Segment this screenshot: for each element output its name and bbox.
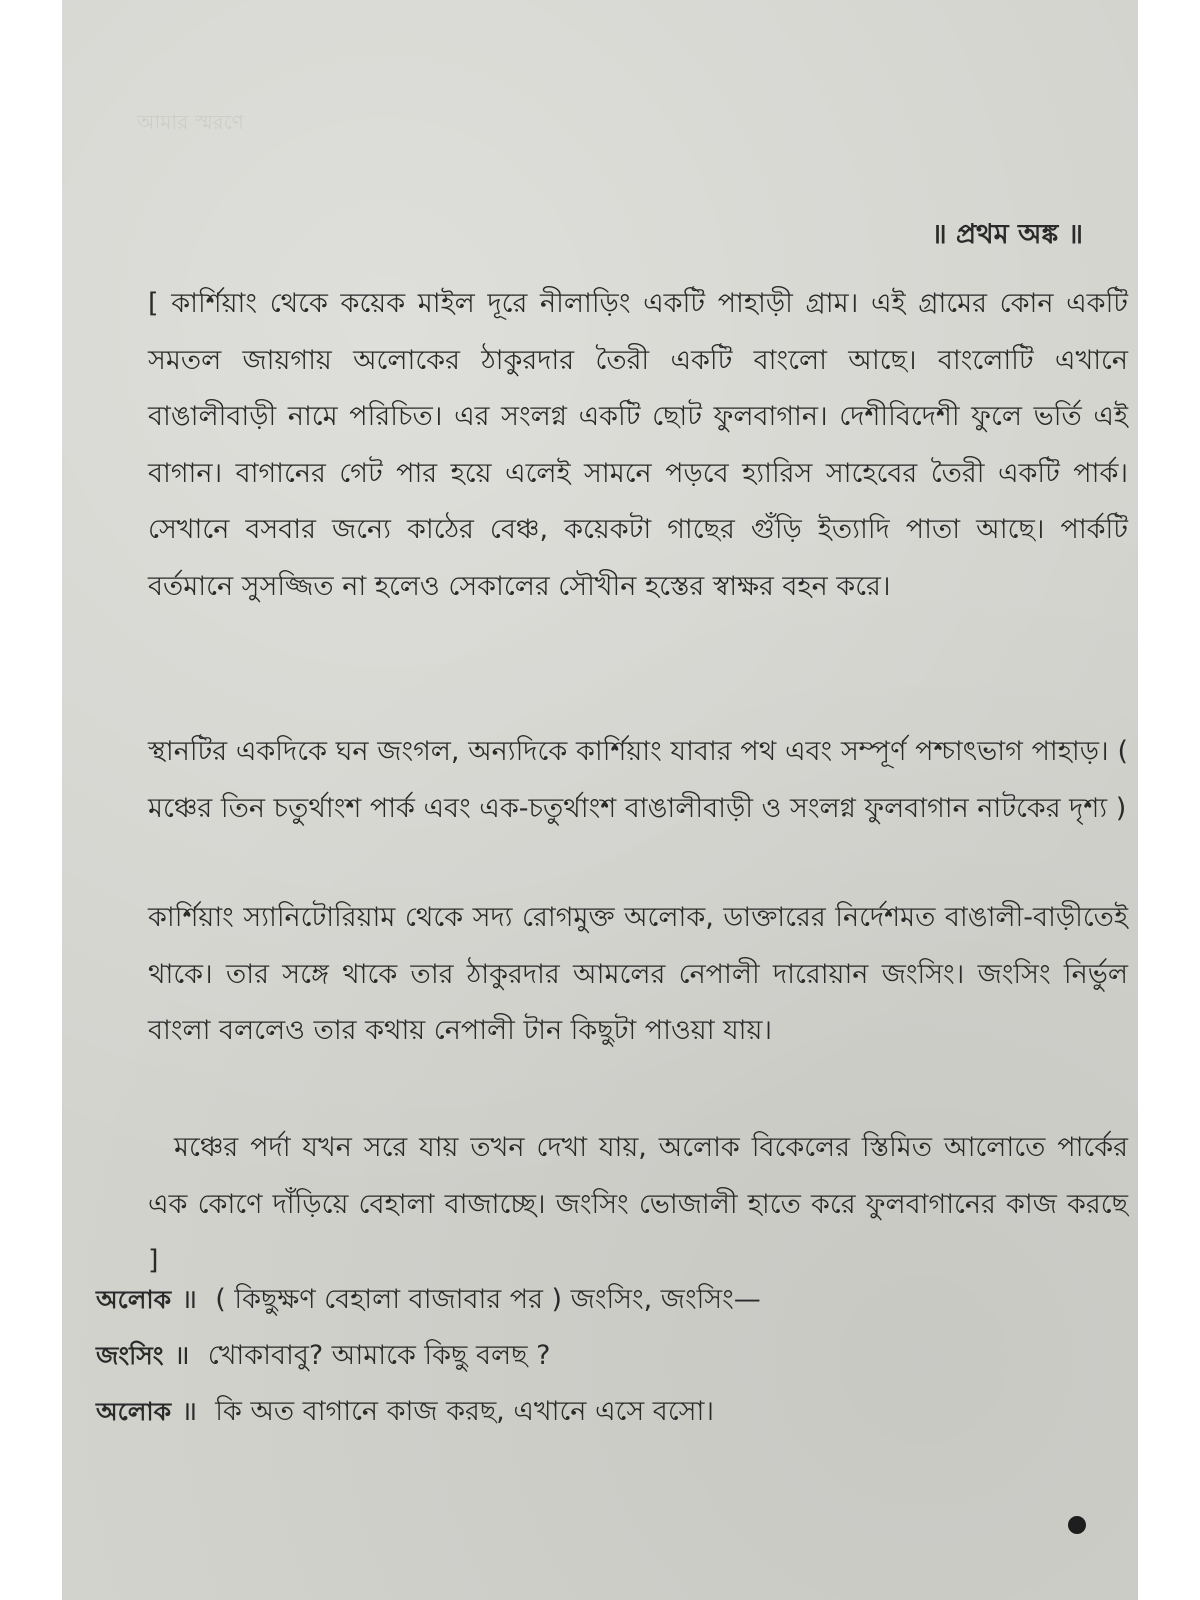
ink-spot-mark (1068, 1516, 1086, 1534)
dialogue-line (96, 1328, 1096, 1384)
dialogue-line (96, 1272, 1096, 1328)
faded-header-text: আমার স্মরণে (137, 110, 244, 134)
speaker-separator: ॥ (181, 1284, 198, 1315)
stage-direction-paragraph: মঞ্চের পর্দা যখন সরে যায় তখন দেখা যায়, অলোক বিকেলের স্তিমিত আলোতে পার্কের এক কোণে দাঁড়িয়ে বেহালা বাজাচ্ছে। জংসিং ভোজালী হাতে করে ফুলবাগানের কাজ করছে ] (148, 1132, 1128, 1276)
speaker-name: জংসিং (96, 1341, 164, 1370)
book-page (62, 0, 1138, 1600)
stage-direction-paragraph: [ কার্শিয়াং থেকে কয়েক মাইল দূরে নীলাড়িং একটি পাহাড়ী গ্রাম। এই গ্রামের কোন একটি সমতল জায়গায় অলোকের ঠাকুরদার তৈরী একটি বাংলো আছে। বাংলোটি এখানে বাঙালীবাড়ী নামে পরিচিত। এর সংলগ্ন একটি ছোট ফুলবাগান। দেশীবিদেশী ফুলে ভর্তি এই বাগান। বাগানের গেট পার হয়ে এলেই সামনে পড়বে হ্যারিস সাহেবের তৈরী একটি পার্ক। সেখানে বসবার জন্যে কাঠের বেঞ্চ, কয়েকটা গাছের গুঁড়ি ইত্যাদি পাতা আছে। পার্কটি বর্তমানে সুসজ্জিত না হলেও সেকালের সৌখীন হস্তের স্বাক্ষর বহন করে। (148, 288, 1128, 602)
dialogue-block (96, 1272, 1096, 1440)
dialogue-text: ( কিছুক্ষণ বেহালা বাজাবার পর ) জংসিং, জংসিং— (215, 1284, 761, 1315)
speaker-separator: ॥ (173, 1340, 190, 1371)
stage-direction-paragraph: কার্শিয়াং স্যানিটোরিয়াম থেকে সদ্য রোগমুক্ত অলোক, ডাক্তারের নির্দেশমত বাঙালী-বাড়ীতেই থাকে। তার সঙ্গে থাকে তার ঠাকুরদার আমলের নেপালী দারোয়ান জংসিং। জংসিং নির্ভুল বাংলা বললেও তার কথায় নেপালী টান কিছুটা পাওয়া যায়। (148, 902, 1128, 1046)
act-heading: ॥ প্রথম অঙ্ক ॥ (931, 219, 1083, 250)
stage-direction-paragraph: স্থানটির একদিকে ঘন জংগল, অন্যদিকে কার্শিয়াং যাবার পথ এবং সম্পূর্ণ পশ্চাৎভাগ পাহাড়। ( মঞ্চের তিন চতুর্থাংশ পার্ক এবং এক-চতুর্থাংশ বাঙালীবাড়ী ও সংলগ্ন ফুলবাগান নাটকের দৃশ্য ) (148, 736, 1128, 824)
dialogue-line (96, 1384, 1096, 1440)
speaker-name: অলোক (96, 1397, 172, 1426)
dialogue-text: কি অত বাগানে কাজ করছ, এখানে এসে বসো। (215, 1396, 714, 1427)
speaker-name: অলোক (96, 1285, 172, 1314)
speaker-separator: ॥ (181, 1396, 198, 1427)
dialogue-text: খোকাবাবু? আমাকে কিছু বলছ ? (207, 1340, 551, 1371)
